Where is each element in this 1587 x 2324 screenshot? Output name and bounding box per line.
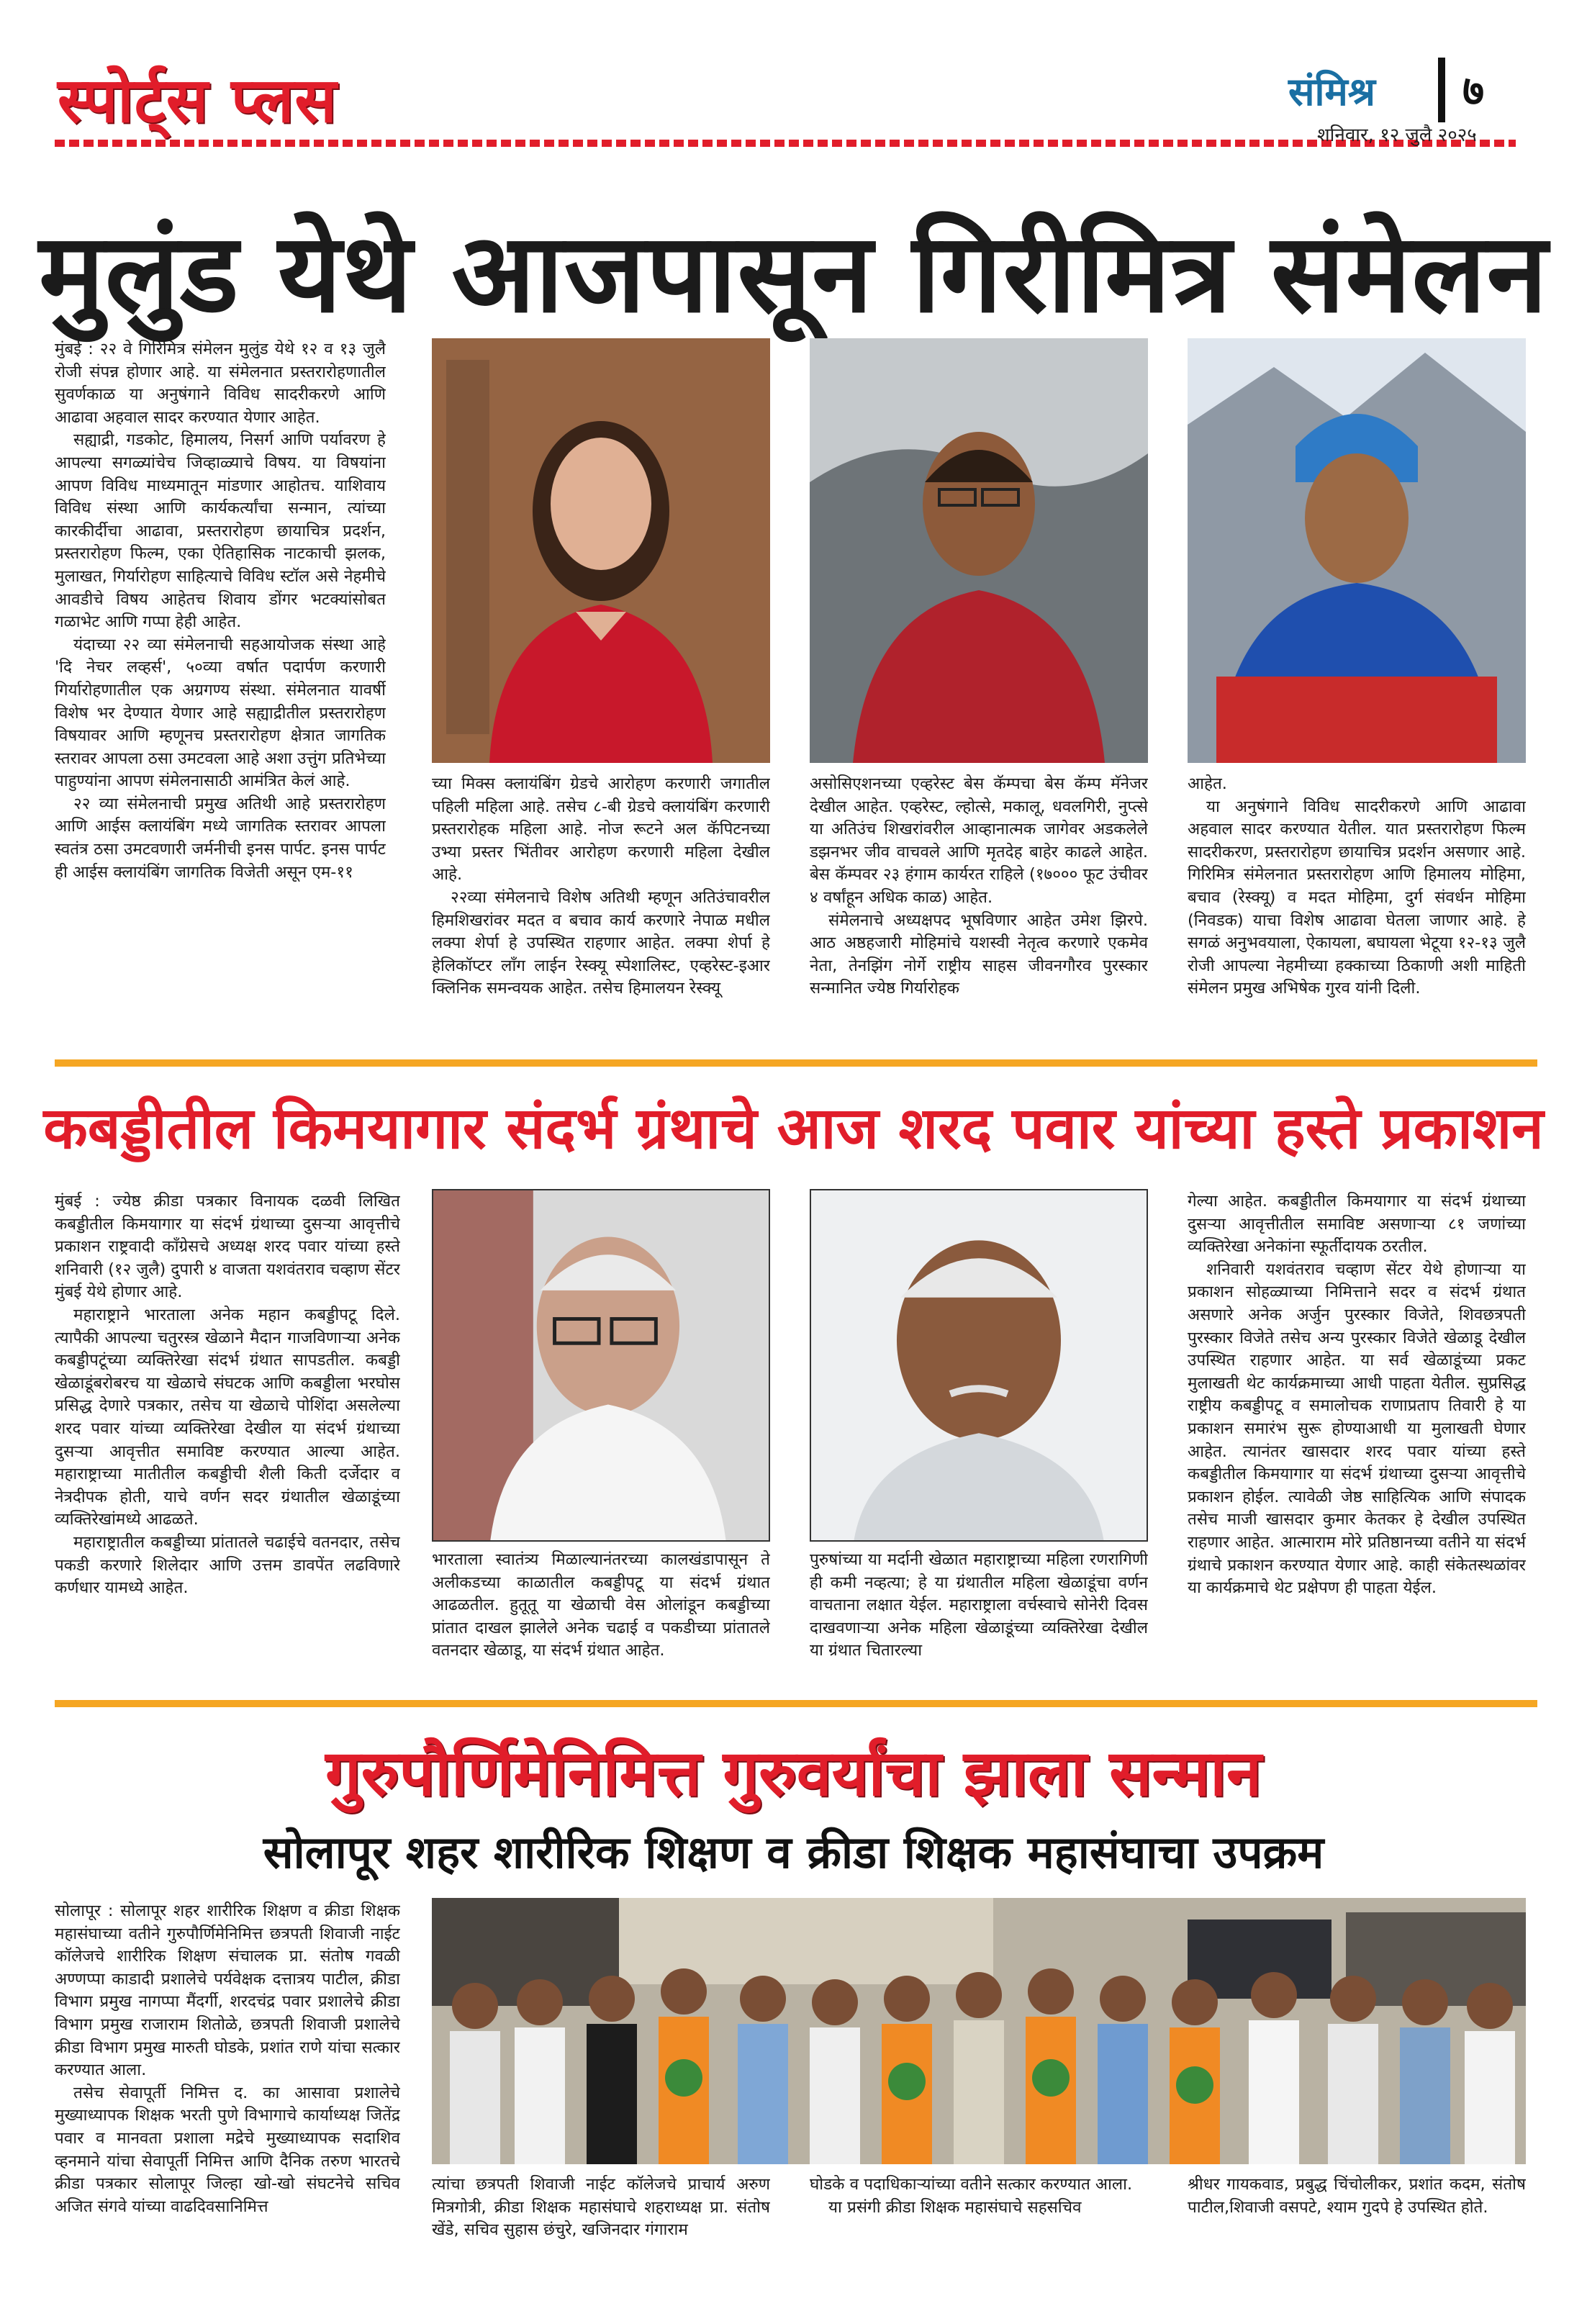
- story1-column-3: [810, 773, 1148, 1061]
- paragraph: महाराष्ट्राने भारताला अनेक महान कबड्डीपटू दिले. त्यापैकी आपल्या चतुरस्त्र खेळाने मैदान गाजविणाऱ्या अनेक कबड्डीपटूंच्या व्यक्तिरेखा संदर्भ ग्रंथात सापडतील. कबड्डी खेळाडूंबरोबरच या खेळाचे संघटक आणि कबड्डीला भरघोस प्रसिद्ध देणारे पत्रकार, तसेच या खेळाचे पोशिंदा असलेल्या शरद पवार यांच्या व्यक्तिरेखा देखील या संदर्भ ग्रंथाच्या दुसऱ्या आवृत्तीत समाविष्ट करण्यात आल्या आहेत. महाराष्ट्राच्या मातीतील कबड्डीची शैली किती दर्जेदार व नेत्रदीपक होती, याचे वर्णन सदर ग्रंथातील खेळाडूंच्या व्यक्तिरेखांमध्ये आढळते.: [55, 1305, 400, 1529]
- paragraph: सोलापूर : सोलापूर शहर शारीरिक शिक्षण व क्रीडा शिक्षक महासंघाच्या वतीने गुरुपौर्णिमेनिमित्त छत्रपती शिवाजी नाईट कॉलेजचे शारीरिक शिक्षण संचालक प्रा. संतोष गवळी अण्णप्पा काडादी प्रशालेचे पर्यवेक्षक दत्तात्रय पाटील, क्रीडा विभाग प्रमुख नागप्पा मैंदर्गी, शरदचंद्र पवार प्रशालेचे क्रीडा विभाग प्रमुख राजाराम शितोळे, छत्रपती शिवाजी प्रशालेचे क्रीडा विभाग प्रमुख मारुती घोडके, प्रशांत राणे यांचा सत्कार करण्यात आला.: [55, 1902, 400, 2080]
- story2-headline: कबड्डीतील किमयागार संदर्भ ग्रंथाचे आज शरद पवार यांच्या हस्ते प्रकाशन: [43, 1095, 1544, 1162]
- section-name: स्पोर्ट्स प्लस: [58, 65, 338, 137]
- story3-column-2: [432, 2174, 770, 2310]
- page-number: ७: [1462, 66, 1485, 115]
- masthead-rule: [55, 140, 1516, 147]
- paragraph: शनिवारी यशवंतराव चव्हाण सेंटर येथे होणाऱ्या या प्रकाशन सोहळ्याच्या निमित्ताने सदर व संदर्भ ग्रंथात असणारे अनेक अर्जुन पुरस्कार विजेते, शिवछत्रपती पुरस्कार विजेते तसेच अन्य पुरस्कार विजेते खेळाडू देखील उपस्थित राहणार आहेत. या सर्व खेळाडूंच्या प्रकट मुलाखती थेट कार्यक्रमाच्या आधी पाहता येतील. सुप्रसिद्ध राष्ट्रीय कबड्डीपटू व समालोचक राणाप्रताप तिवारी हे या प्रकाशन समारंभ सुरू होण्याआधी या मुलाखती घेणार आहेत. त्यानंतर खासदार शरद पवार यांच्या हस्ते कबड्डीतील किमयागार या संदर्भ ग्रंथाच्या दुसऱ्या आवृत्तीचे प्रकाशन होईल. त्यावेळी जेष्ठ साहित्यिक आणि संपादक तसेच माजी खासदार कुमार केतकर हे देखील उपस्थित राहणार आहेत. आत्माराम मोरे प्रतिष्ठानच्या वतीने या संदर्भ ग्रंथाचे प्रकाशन करण्यात येणार आहे. काही संकेतस्थळांवर या कार्यक्रमाचे थेट प्रक्षेपण ही पाहता येईल.: [1188, 1260, 1526, 1598]
- paper-name: संमिश्र: [1288, 69, 1376, 114]
- story2-column-4: [1188, 1190, 1526, 1694]
- story2-column-2: [432, 1549, 770, 1693]
- story1-column-1: [55, 338, 386, 1080]
- paragraph: २२व्या संमेलनाचे विशेष अतिथी म्हणून अतिउंचावरील हिमशिखरांवर मदत व बचाव कार्य करणारे नेपाळ मधील लक्पा शेर्पा हे उपस्थित राहणार आहेत. लक्पा शेर्पा हे हेलिकॉप्टर लॉंग लाईन रेस्क्यू स्पेशालिस्ट, एव्हरेस्ट-इआर क्लिनिक समन्वयक आहेत. तसेच हिमालयन रेस्क्यू: [432, 887, 770, 998]
- story1-photo-ines-papert: [432, 338, 770, 763]
- paragraph: सह्याद्री, गडकोट, हिमालय, निसर्ग आणि पर्यावरण हे आपल्या सगळ्यांचेच जिव्हाळ्याचे विषय. या विषयांना आपण विविध माध्यमातून मांडणार आहोतच. याशिवाय विविध संस्था आणि कार्यकर्त्यांचा सन्मान, त्यांच्या कारकीर्दीचा आढावा, प्रस्तरारोहण छायाचित्र प्रदर्शन, प्रस्तरारोहण फिल्म, एका ऐतिहासिक नाटकाची झलक, मुलाखत, गिर्यारोहण साहित्याचे विविध स्टॉल असे नेहमीचे आवडीचे विषय आहेतच शिवाय डोंगर भटक्यांसोबत गळाभेट आणि गप्पा हेही आहेत.: [55, 430, 386, 632]
- paragraph: भारताला स्वातंत्र्य मिळाल्यानंतरच्या कालखंडापासून ते अलीकडच्या काळातील कबड्डीपटू या संदर्भ ग्रंथात आढळतील. हुतूतू या खेळाची वेस ओलांडून कबड्डीच्या प्रांतात दाखल झालेले अनेक चढाई व पकडीच्या प्रांतातले वतनदार खेळाडू, या संदर्भ ग्रंथात आहेत.: [432, 1550, 770, 1660]
- paragraph: या अनुषंगाने विविध सादरीकरणे आणि आढावा अहवाल सादर करण्यात येतील. यात प्रस्तरारोहण फिल्म सादरीकरण, प्रस्तरारोहण छायाचित्र प्रदर्शन असणार आहे. गिरिमित्र संमेलनात प्रस्तरारोहण आणि हिमालय मोहिमा, बचाव (रेस्क्यू) व मदत मोहिमा, दुर्ग संवर्धन मोहिमा (निवडक) याचा विशेष आढावा घेतला जाणार आहे. हे सगळं अनुभवयाला, ऐकायला, बघायला भेटूया १२-१३ जुलै रोजी आपल्या नेहमीच्या हक्काच्या ठिकाणी अशी माहिती संमेलन प्रमुख अभिषेक गुरव यांनी दिली.: [1188, 797, 1526, 998]
- story3-column-4: [1188, 2174, 1526, 2310]
- story1-headline: मुलुंड येथे आजपासून गिरीमित्र संमेलन: [39, 209, 1548, 337]
- story2-photo-vinayak-dalvi: [810, 1189, 1148, 1542]
- story1-column-2: [432, 773, 770, 1061]
- story1-photo-umesh-zirpe: [810, 338, 1148, 763]
- story2-column-1: [55, 1190, 400, 1687]
- masthead-divider: [1438, 58, 1445, 122]
- story3-subheadline: सोलापूर शहर शारीरिक शिक्षण व क्रीडा शिक्षक महासंघाचा उपक्रम: [263, 1826, 1324, 1878]
- paragraph: त्यांचा छत्रपती शिवाजी नाईट कॉलेजचे प्राचार्य अरुण मित्रगोत्री, क्रीडा शिक्षक महासंघाचे शहराध्यक्ष प्रा. संतोष खेंडे, सचिव सुहास छंचुरे, खजिनदार गंगाराम: [432, 2175, 770, 2240]
- paragraph: आहेत.: [1188, 774, 1227, 793]
- paragraph: घोडके व पदाधिकाऱ्यांच्या वतीने सत्कार करण्यात आला.: [810, 2175, 1133, 2194]
- paragraph: च्या मिक्स क्लायंबिंग ग्रेडचे आरोहण करणारी जगातील पहिली महिला आहे. तसेच ८-बी ग्रेडचे क्लायंबिंग करणारी प्रस्तरारोहक महिला आहे. नोज रूटने अल कॅपिटनच्या उभ्या प्रस्तर भिंतीवर आरोहण करणारी महिला देखील आहे.: [432, 774, 770, 885]
- paragraph: या प्रसंगी क्रीडा शिक्षक महासंघाचे सहसचिव: [828, 2197, 1082, 2217]
- section-divider: [55, 1700, 1537, 1707]
- issue-date: शनिवार, १२ जुलै २०२५: [1317, 125, 1477, 146]
- paragraph: असोसिएशनच्या एव्हरेस्ट बेस कॅम्पचा बेस कॅम्प मॅनेजर देखील आहेत. एव्हरेस्ट, ल्होत्से, मकालू, धवलगिरी, नुप्त्से या अतिउंच शिखरांवरील आव्हानात्मक जागेवर अडकलेले डझनभर जीव वाचवले आणि मृतदेह बाहेर काढले आहेत. बेस कॅम्पवर २३ हंगाम कार्यरत राहिले (१७००० फूट उंचीवर ४ वर्षांहून अधिक काळ) आहेत.: [810, 774, 1148, 907]
- story1-column-4: [1188, 773, 1526, 1061]
- paragraph: मुंबई : ज्येष्ठ क्रीडा पत्रकार विनायक दळवी लिखित कबड्डीतील किमयागार या संदर्भ ग्रंथाच्या दुसऱ्या आवृत्तीचे प्रकाशन राष्ट्रवादी काँग्रेसचे अध्यक्ष शरद पवार यांच्या हस्ते शनिवारी (१२ जुलै) दुपारी ४ वाजता यशवंतराव चव्हाण सेंटर मुंबई येथे होणार आहे.: [55, 1192, 400, 1302]
- paragraph: संमेलनाचे अध्यक्षपद भूषविणार आहेत उमेश झिरपे. आठ अष्ठहजारी मोहिमांचे यशस्वी नेतृत्व करणारे एकमेव नेता, तेनझिंग नोर्गे राष्ट्रीय साहस जीवनगौरव पुरस्कार सन्मानित ज्येष्ठ गिर्यारोहक: [810, 910, 1148, 998]
- paragraph: मुंबई : २२ वे गिरिमित्र संमेलन मुलुंड येथे १२ व १३ जुलै रोजी संपन्न होणार आहे. या संमेलनात प्रस्तरारोहणातील सुवर्णकाळ या अनुषंगाने विविध सादरीकरणे आणि आढावा अहवाल सादर करण्यात येणार आहेत.: [55, 340, 386, 427]
- paragraph: महाराष्ट्रातील कबड्डीच्या प्रांतातले चढाईचे वतनदार, तसेच पकडी करणारे शिलेदार आणि उत्तम डावपेंत लढविणारे कर्णधार यामध्ये आहेत.: [55, 1532, 400, 1598]
- story2-photo-sharad-pawar: [432, 1189, 770, 1542]
- story3-column-3: [810, 2174, 1148, 2310]
- paragraph: गेल्या आहेत. कबड्डीतील किमयागार या संदर्भ ग्रंथाच्या दुसऱ्या आवृत्तीतील समाविष्ट असणाऱ्या ८१ जणांच्या व्यक्तिरेखा अनेकांना स्फूर्तीदायक ठरतील.: [1188, 1192, 1526, 1257]
- story3-group-photo: [432, 1898, 1526, 2164]
- story2-column-3: [810, 1549, 1148, 1693]
- section-divider: [55, 1059, 1537, 1067]
- paragraph: यंदाच्या २२ व्या संमेलनाची सहआयोजक संस्था आहे 'दि नेचर लव्हर्स', ५०व्या वर्षात पदार्पण करणारी गिर्यारोहणातील एक अग्रगण्य संस्था. संमेलनात यावर्षी विशेष भर देण्यात येणार आहे सह्याद्रीतील प्रस्तरारोहण विषयावर आणि म्हणूनच प्रस्तरारोहण क्षेत्रात जागतिक स्तरावर आपला ठसा उमटवला आहे अशा उत्तुंग प्रतिभेच्या पाहुण्यांना आपण संमेलनासाठी आमंत्रित केलं आहे.: [55, 635, 386, 791]
- paragraph: तसेच सेवापूर्ती निमित्त द. का आसावा प्रशालेचे मुख्याध्यापक शिक्षक भरती पुणे विभागाचे कार्याध्यक्ष जितेंद्र पवार व मानवता प्रशाला मद्रेचे मुख्याध्यापक सदाशिव व्हनमाने यांचा सेवापूर्ती निमित्त आणि दैनिक तरुण भारतचे क्रीडा पत्रकार सोलापूर जिल्हा खो-खो संघटनेचे सचिव अजित संगवे यांच्या वाढदिवसानिमित्त: [55, 2083, 400, 2216]
- paragraph: श्रीधर गायकवाड, प्रबुद्ध चिंचोलीकर, प्रशांत कदम, संतोष पाटील,शिवाजी वसपटे, श्याम गुदपे हे उपस्थित होते.: [1188, 2175, 1526, 2217]
- story1-photo-lakpa-sherpa: [1188, 338, 1526, 763]
- story3-headline: गुरुपौर्णिमेनिमित्त गुरुवर्यांचा झाला सन्मान: [325, 1736, 1262, 1810]
- story3-column-1: [55, 1900, 400, 2303]
- paragraph: पुरुषांच्या या मर्दानी खेळात महाराष्ट्राच्या महिला रणरागिणी ही कमी नव्हत्या; हे या ग्रंथातील महिला खेळाडूंचा वर्णन वाचताना लक्षात येईल. महाराष्ट्राला वर्चस्वाचे सोनेरी दिवस दाखवणाऱ्या अनेक महिला खेळाडूंच्या व्यक्तिरेखा देखील या ग्रंथात चितारल्या: [810, 1550, 1148, 1660]
- paragraph: २२ व्या संमेलनाची प्रमुख अतिथी आहे प्रस्तरारोहण आणि आईस क्लायंबिंग मध्ये जागतिक स्तरावर आपला स्वतंत्र ठसा उमटवणारी जर्मनीची इनस पार्पट. इनस पार्पट ही आईस क्लायंबिंग जागतिक विजेती असून एम-११: [55, 794, 386, 882]
